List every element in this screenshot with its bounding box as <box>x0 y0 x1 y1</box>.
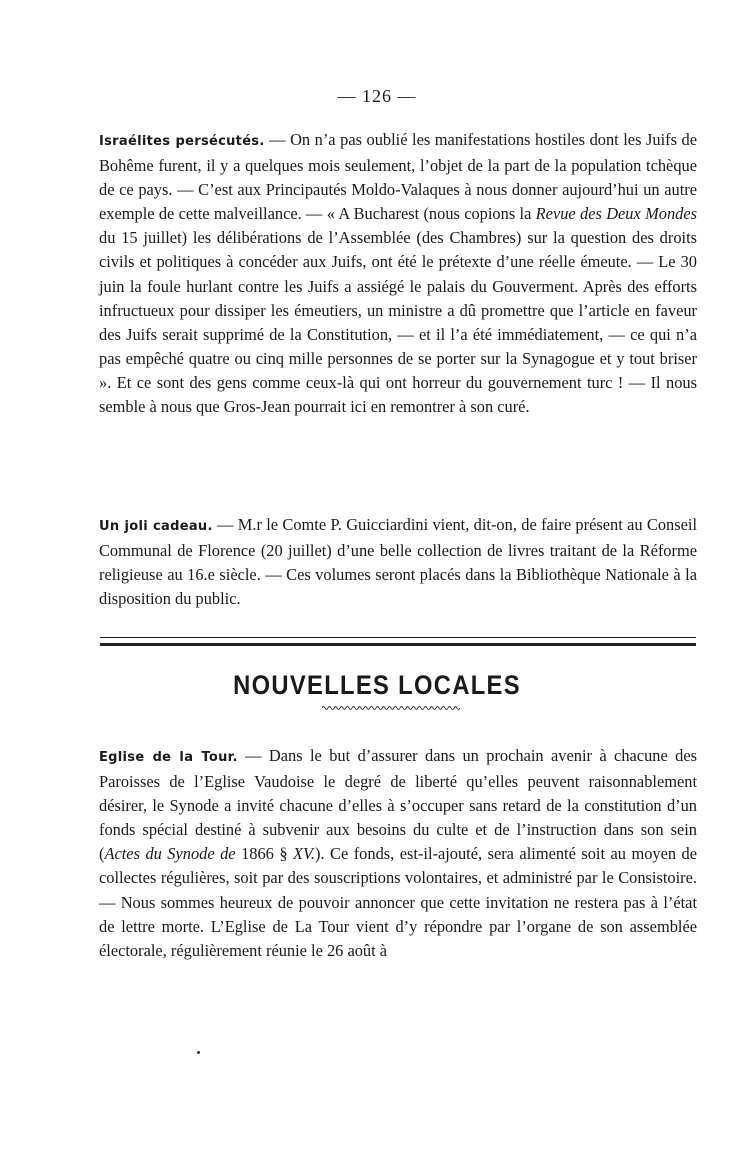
citation-actes-synode: Actes du Synode de <box>104 844 236 864</box>
article-body-israelites: — On n’a pas oublié les manifestations hostiles dont les Juifs de Bohême furent, il y a quelques mois seulement, l’objet de la part de la population tchèque de ce pays. — C’est aux Principautés Moldo-Valaques à nous donner aujourd’hui un autre exemple de cette malveillance. — « A Bucharest (nous copions la <box>99 130 697 224</box>
article-heading-joli-cadeau: Un joli cadeau. <box>99 519 213 534</box>
article-israelites-persecutes <box>99 128 697 419</box>
journal-title-revue: Revue des Deux Mondes <box>535 204 697 224</box>
article-heading-israelites: Israélites persécutés. <box>99 134 265 149</box>
article-body-israelites-continued: du 15 juillet) les délibérations de l’Assemblée (des Chambres) sur la question des droits civils et politiques à concéder aux Juifs, ont été le prétexte d’une réelle émeute. — Le 30 juin la foule hurlant contre les Juifs a assiégé le palais du Gouverment. Après des efforts infructueux pour dissiper les émeutiers, un ministre a dû promettre que l’article en faveur des Juifs serait supprimé de la Constitution, — et il l’a été immédiatement, — ce qui n’a pas empêché quatre ou cinq mille personnes de se porter sur la Synagogue et y tout briser ». Et ce sont des gens comme ceux-là qui ont horreur du gouvernement turc ! — Il nous semble à nous que Gros-Jean pourrait ici en remontrer à son curé. <box>99 228 697 417</box>
page-number: — 126 — <box>337 86 417 106</box>
article-body-eglise: — Dans le but d’assurer dans un prochain avenir à chacune des Paroisses de l’Eglise Vaudoise le degré de liberté qu’elles peuvent raisonnablement désirer, le Synode a invité chacune d’elles à s’occuper sans retard de la constitution d’un fonds spécial destiné à subvenir aux besoins du culte et de l’instruction dans son sein ( <box>99 746 697 864</box>
article-body-eglise-continued: ). Ce fonds, est-il-ajouté, sera alimenté soit au moyen de collectes régulières, soit par des souscriptions volontaires, et administré par le Consistoire. — Nous sommes heureux de pouvoir annoncer que cette invitation ne restera pas à l’état de lettre morte. L’Eglise de La Tour vient d’y répondre par l’organe de son assemblée électorale, régulièrement réunie le 26 août à <box>99 844 697 960</box>
wavy-ornament <box>322 705 460 711</box>
citation-year: 1866 § <box>235 844 293 864</box>
print-speck <box>197 1051 200 1054</box>
article-eglise-de-la-tour <box>99 744 697 963</box>
citation-section: XV. <box>293 844 316 864</box>
section-title: NOUVELLES LOCALES <box>233 670 521 700</box>
section-divider-thick <box>100 643 696 646</box>
section-divider-thin <box>100 637 696 638</box>
article-joli-cadeau <box>99 513 697 611</box>
article-body-joli-cadeau: — M.r le Comte P. Guicciardini vient, dit-on, de faire présent au Conseil Communal de Florence (20 juillet) d’une belle collection de livres traitant de la Réforme religieuse au 16.e siècle. — Ces volumes seront placés dans la Bibliothèque Nationale à la disposition du public. <box>99 515 697 609</box>
article-heading-eglise: Eglise de la Tour. <box>99 750 238 765</box>
